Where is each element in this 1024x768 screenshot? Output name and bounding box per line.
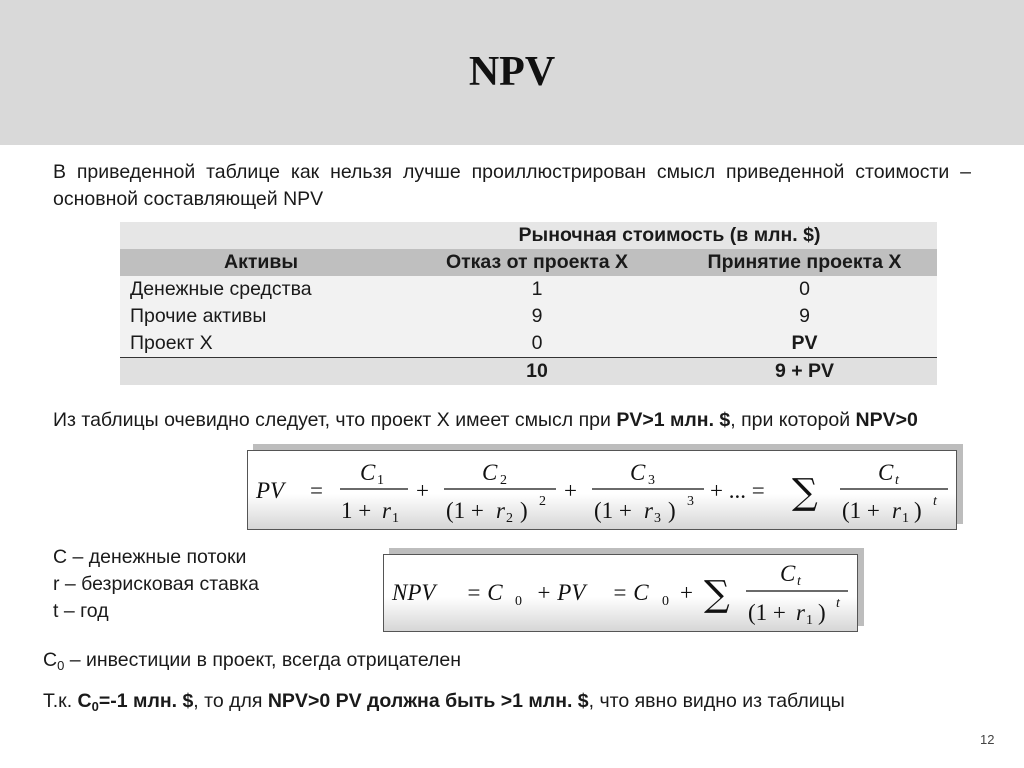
row-asset: Проект X [120, 330, 402, 358]
column-header-reject: Отказ от проекта X [402, 249, 672, 276]
svg-text:C: C [360, 460, 376, 485]
table-group-header-row [120, 222, 937, 249]
slide-title: NPV [468, 49, 556, 95]
svg-text:(1 +: (1 + [446, 498, 484, 523]
svg-text:=: = [310, 478, 323, 503]
svg-text:C: C [780, 561, 796, 586]
svg-text:2: 2 [500, 473, 507, 488]
svg-text:∑: ∑ [704, 574, 730, 615]
svg-text:+: + [564, 478, 577, 503]
table-row [120, 276, 937, 303]
svg-text:+ PV: + PV [536, 580, 586, 605]
total-accept-value: 9 + PV [672, 358, 937, 386]
svg-text:+: + [416, 478, 429, 503]
svg-text:2: 2 [539, 494, 546, 509]
row-reject-value: 9 [402, 303, 672, 330]
page-number: 12 [980, 732, 995, 747]
svg-text:1 +: 1 + [341, 498, 372, 523]
svg-text:∑: ∑ [792, 472, 818, 513]
svg-text:0: 0 [662, 594, 669, 609]
market-value-table [120, 222, 937, 385]
table-total-row [120, 358, 937, 386]
row-reject-value: 1 [402, 276, 672, 303]
svg-text:): ) [818, 600, 826, 625]
pv-formula-box [247, 450, 957, 530]
svg-text:1: 1 [806, 613, 813, 628]
row-accept-value: 0 [672, 276, 937, 303]
intro-paragraph: В приведенной таблице как нельзя лучше проиллюстрирован смысл приведенной стоимости – основной составляющей NPV [53, 161, 971, 210]
total-asset [120, 358, 402, 386]
svg-text:NPV: NPV [392, 580, 436, 605]
svg-text:): ) [520, 498, 528, 523]
svg-text:1: 1 [377, 473, 384, 488]
table-row [120, 303, 937, 330]
row-asset: Денежные средства [120, 276, 402, 303]
svg-text:3: 3 [654, 511, 661, 526]
table-column-header-row [120, 249, 937, 276]
table-row [120, 330, 937, 358]
svg-text:0: 0 [515, 594, 522, 609]
svg-text:+ ... =: + ... = [710, 478, 765, 503]
svg-text:+: + [680, 580, 693, 605]
svg-text:t: t [933, 494, 937, 509]
pv-formula [248, 451, 956, 529]
row-asset: Прочие активы [120, 303, 402, 330]
svg-text:r: r [496, 498, 505, 523]
table-group-header: Рыночная стоимость (в млн. $) [402, 222, 937, 249]
svg-text:t: t [836, 596, 840, 611]
svg-text:1: 1 [902, 511, 909, 526]
svg-text:r: r [382, 498, 391, 523]
svg-text:r: r [644, 498, 653, 523]
svg-text:PV: PV [256, 478, 285, 503]
svg-text:(1 +: (1 + [748, 600, 786, 625]
svg-text:(1 +: (1 + [594, 498, 632, 523]
npv-formula [384, 555, 857, 631]
svg-text:t: t [797, 574, 801, 589]
svg-text:2: 2 [506, 511, 513, 526]
row-accept-value: 9 [672, 303, 937, 330]
svg-text:= C: = C [612, 580, 649, 605]
total-reject-value: 10 [402, 358, 672, 386]
conclusion-paragraph: Т.к. $C_0=-1$ млн. $, то для NPV>0 PV должна быть >1 млн. $, что явно видно из таблицы [43, 690, 845, 714]
row-reject-value: 0 [402, 330, 672, 358]
column-header-assets: Активы [120, 249, 402, 276]
svg-text:3: 3 [687, 494, 694, 509]
svg-text:): ) [668, 498, 676, 523]
svg-text:C: C [630, 460, 646, 485]
svg-text:r: r [796, 600, 805, 625]
svg-text:r: r [892, 498, 901, 523]
svg-text:(1 +: (1 + [842, 498, 880, 523]
svg-text:C: C [878, 460, 894, 485]
table-conclusion-paragraph: Из таблицы очевидно следует, что проект X имеет смысл при PV>1 млн. $, при которой NPV>0 [53, 409, 918, 431]
svg-text:): ) [914, 498, 922, 523]
svg-text:C: C [482, 460, 498, 485]
svg-text:= C: = C [466, 580, 503, 605]
variable-legend: C – денежные потоки r – безрисковая ставка t – год [53, 546, 259, 622]
row-accept-value: PV [672, 330, 937, 358]
svg-text:t: t [895, 473, 899, 488]
svg-text:1: 1 [392, 511, 399, 526]
column-header-accept: Принятие проекта X [672, 249, 937, 276]
svg-text:3: 3 [648, 473, 655, 488]
c0-definition: $C_0$ – инвестиции в проект, всегда отрицателен [43, 649, 462, 673]
npv-formula-box [383, 554, 858, 632]
